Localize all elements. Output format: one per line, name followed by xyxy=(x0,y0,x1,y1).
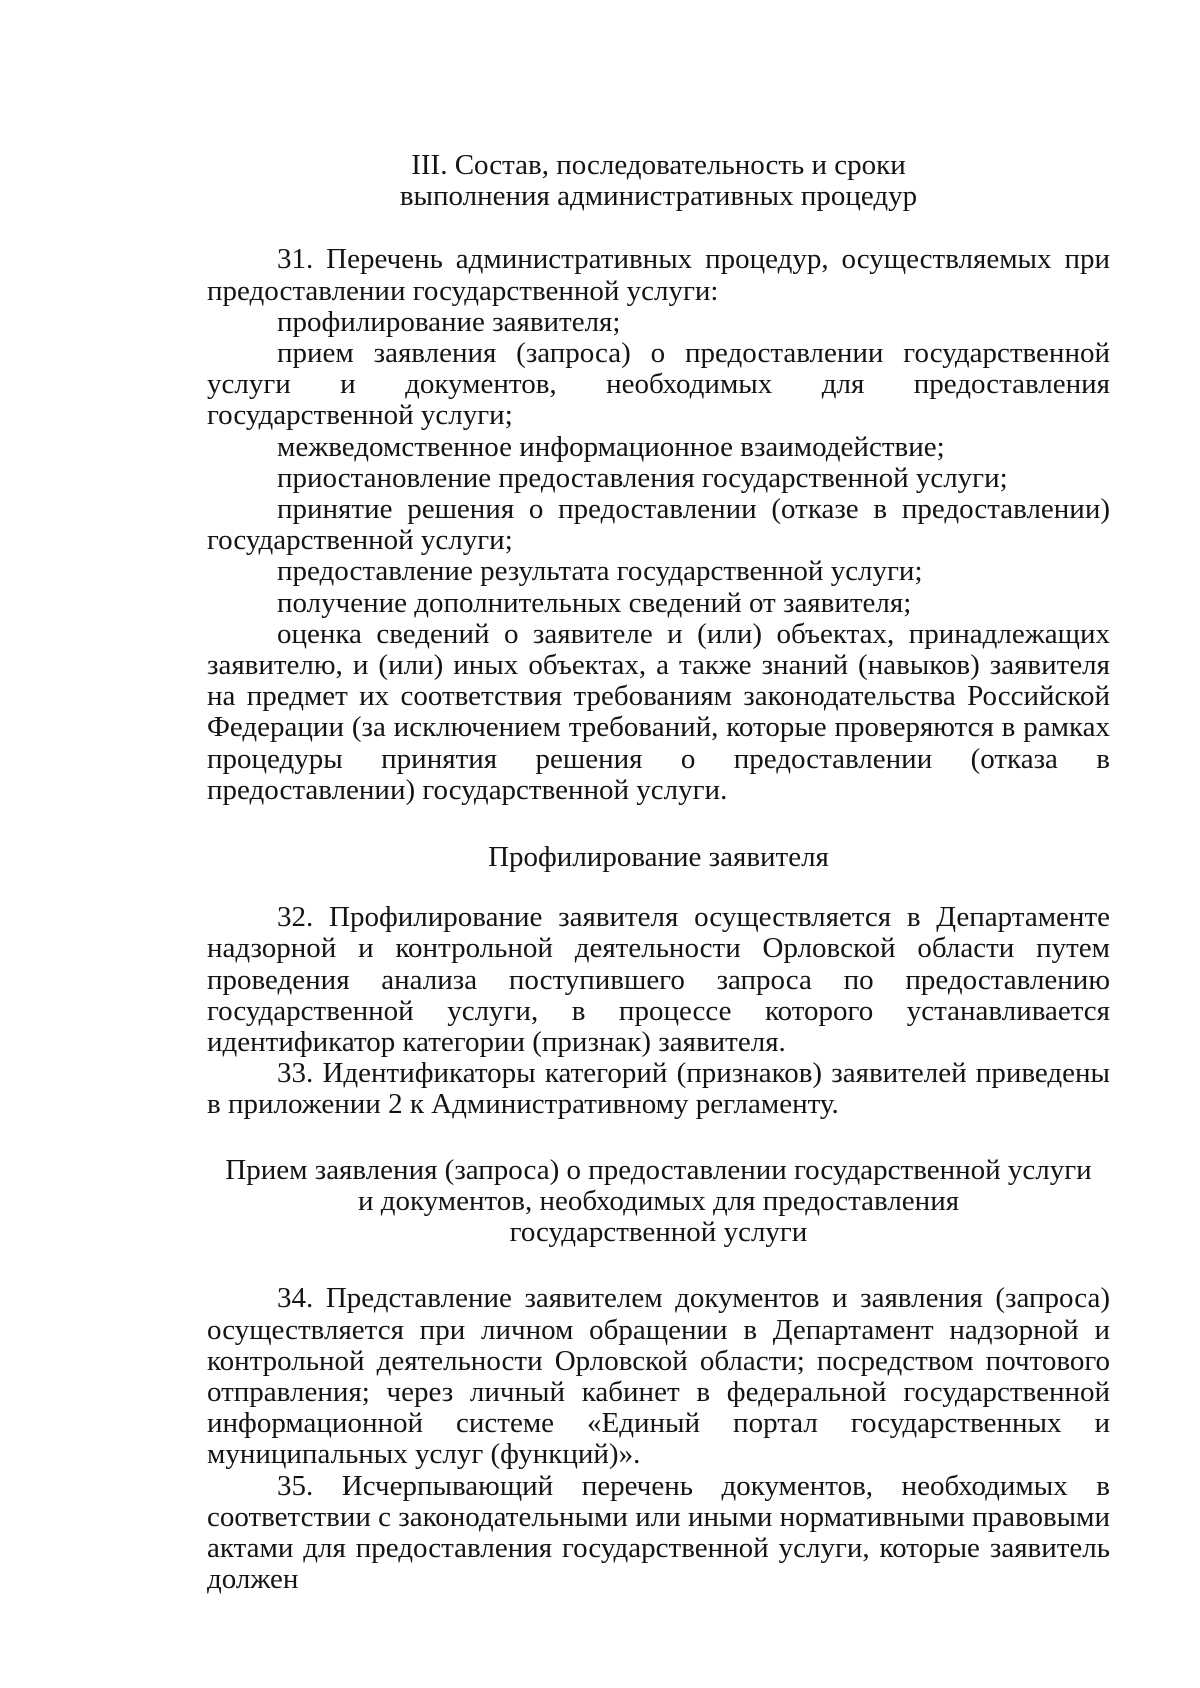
paragraph-32: 32. Профилирование заявителя осуществляется в Департаменте надзорной и контрольной деятельности Орловской области путем проведения анализа поступившего запроса по предоставлению государственной услуги, в процессе которого устанавливается идентификатор категории (признак) заявителя. xyxy=(207,901,1110,1059)
paragraph-31-intro: 31. Перечень административных процедур, осуществляемых при предоставлении государственной услуги: xyxy=(207,243,1110,307)
paragraph-33: 33. Идентификаторы категорий (признаков) заявителей приведены в приложении 2 к Административному регламенту. xyxy=(207,1057,1110,1121)
procedure-item-result: предоставление результата государственной услуги; xyxy=(277,555,923,588)
section-title xyxy=(207,150,1110,212)
section-title-line-2: выполнения административных процедур xyxy=(399,180,918,213)
subheading-reception-line-1: Прием заявления (запроса) о предоставлении государственной услуги xyxy=(225,1153,1092,1186)
subheading-reception-line-2: и документов, необходимых для предоставления xyxy=(357,1184,960,1217)
subheading-profiling: Профилирование заявителя xyxy=(488,841,829,874)
subheading-reception-line-3: государственной услуги xyxy=(509,1216,808,1249)
paragraph-34: 34. Представление заявителем документов и заявления (запроса) осуществляется при личном обращении в Департамент надзорной и контрольной деятельности Орловской области; посредством почтового отправления; через личный кабинет в федеральной государственной информационной системе «Единый портал государственных и муниципальных услуг (функций)». xyxy=(207,1282,1110,1471)
procedure-item-reception: прием заявления (запроса) о предоставлении государственной услуги и документов, необходимых для предоставления государственной услуги; xyxy=(207,337,1110,432)
procedure-item-decision: принятие решения о предоставлении (отказе в предоставлении) государственной услуги; xyxy=(207,493,1110,557)
procedure-item-interagency: межведомственное информационное взаимодействие; xyxy=(277,430,945,463)
section-title-line-1: III. Состав, последовательность и сроки xyxy=(411,149,906,181)
procedure-item-profiling: профилирование заявителя; xyxy=(277,305,621,338)
paragraph-35: 35. Исчерпывающий перечень документов, необходимых в соответствии с законодательными или иными нормативными правовыми актами для предоставления государственной услуги, которые заявитель должен xyxy=(207,1469,1110,1596)
document-page xyxy=(207,150,1110,1595)
subheading-reception xyxy=(207,1155,1110,1249)
procedure-item-suspension: приостановление предоставления государственной услуги; xyxy=(277,461,1008,494)
procedure-item-assessment: оценка сведений о заявителе и (или) объектах, принадлежащих заявителю, и (или) иных объектах, а также знаний (навыков) заявителя на предмет их соответствия требованиям законодательства Российской Федерации (за исключением требований, которые проверяются в рамках процедуры принятия решения о предоставлении (отказа в предоставлении) государственной услуги. xyxy=(207,617,1110,806)
procedure-item-additional-info: получение дополнительных сведений от заявителя; xyxy=(277,586,912,619)
